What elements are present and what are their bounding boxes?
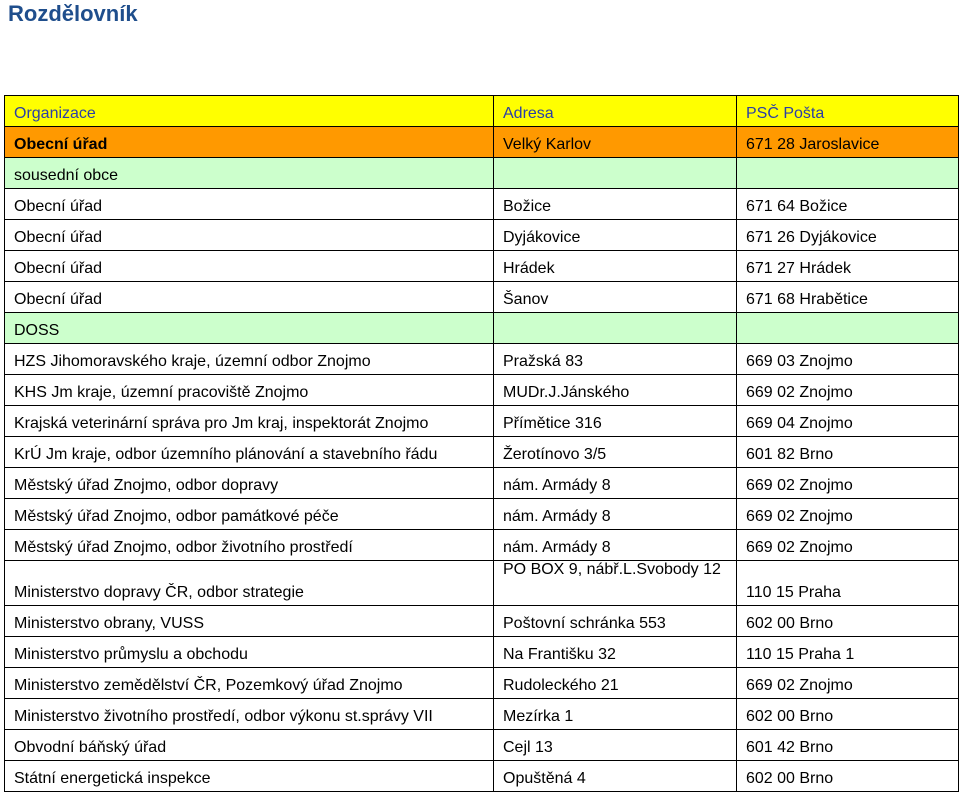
cell-organizace: Obecní úřad [5, 251, 494, 282]
cell-organizace: sousední obce [5, 158, 494, 189]
cell-psc-posta: 671 64 Božice [737, 189, 959, 220]
cell-psc-posta [737, 313, 959, 344]
table-row [5, 344, 959, 375]
cell-organizace: Státní energetická inspekce [5, 761, 494, 792]
table-row [5, 127, 959, 158]
table-row [5, 637, 959, 668]
cell-adresa: Žerotínovo 3/5 [494, 437, 737, 468]
cell-psc-posta [737, 158, 959, 189]
table-group-row [5, 313, 959, 344]
cell-organizace: Městský úřad Znojmo, odbor životního prostředí [5, 530, 494, 561]
cell-adresa: Cejl 13 [494, 730, 737, 761]
cell-adresa: Opuštěná 4 [494, 761, 737, 792]
cell-organizace: Ministerstvo životního prostředí, odbor výkonu st.správy VII [5, 699, 494, 730]
cell-adresa [494, 158, 737, 189]
cell-psc-posta: 669 03 Znojmo [737, 344, 959, 375]
cell-organizace: Obvodní báňský úřad [5, 730, 494, 761]
cell-psc-posta: 110 15 Praha [737, 561, 959, 606]
page-title: Rozdělovník [8, 1, 138, 26]
cell-adresa: MUDr.J.Jánského [494, 375, 737, 406]
cell-psc-posta: 669 02 Znojmo [737, 499, 959, 530]
cell-organizace: Obecní úřad [5, 127, 494, 158]
cell-psc-posta: 669 02 Znojmo [737, 530, 959, 561]
table-row [5, 437, 959, 468]
table-row [5, 220, 959, 251]
cell-organizace: Ministerstvo obrany, VUSS [5, 606, 494, 637]
table-row [5, 499, 959, 530]
table-row [5, 406, 959, 437]
distribution-table-body [5, 96, 959, 792]
cell-adresa: Na Františku 32 [494, 637, 737, 668]
table-row [5, 375, 959, 406]
cell-psc-posta: 601 82 Brno [737, 437, 959, 468]
cell-adresa: nám. Armády 8 [494, 499, 737, 530]
cell-organizace: KHS Jm kraje, územní pracoviště Znojmo [5, 375, 494, 406]
cell-adresa: Velký Karlov [494, 127, 737, 158]
cell-organizace: Obecní úřad [5, 189, 494, 220]
cell-psc-posta: 669 04 Znojmo [737, 406, 959, 437]
cell-organizace: Obecní úřad [5, 220, 494, 251]
table-row [5, 468, 959, 499]
table-row [5, 251, 959, 282]
cell-psc-posta: 671 27 Hrádek [737, 251, 959, 282]
cell-organizace: Městský úřad Znojmo, odbor památkové péče [5, 499, 494, 530]
cell-adresa: Přímětice 316 [494, 406, 737, 437]
cell-adresa: Rudoleckého 21 [494, 668, 737, 699]
table-row [5, 189, 959, 220]
cell-psc-posta: 671 26 Dyjákovice [737, 220, 959, 251]
table-row [5, 761, 959, 792]
cell-organizace: Obecní úřad [5, 282, 494, 313]
table-row [5, 730, 959, 761]
cell-organizace: Ministerstvo zemědělství ČR, Pozemkový úřad Znojmo [5, 668, 494, 699]
cell-adresa: Mezírka 1 [494, 699, 737, 730]
cell-adresa: nám. Armády 8 [494, 530, 737, 561]
cell-psc-posta: 671 28 Jaroslavice [737, 127, 959, 158]
table-header-row [5, 96, 959, 127]
cell-psc-posta: 602 00 Brno [737, 699, 959, 730]
distribution-table [4, 95, 959, 792]
cell-adresa: PO BOX 9, nábř.L.Svobody 12 [494, 561, 737, 606]
cell-adresa: Hrádek [494, 251, 737, 282]
cell-organizace: Městský úřad Znojmo, odbor dopravy [5, 468, 494, 499]
header-adresa: Adresa [494, 96, 737, 127]
cell-psc-posta: 671 68 Hrabětice [737, 282, 959, 313]
cell-adresa: Pražská 83 [494, 344, 737, 375]
table-row [5, 699, 959, 730]
cell-adresa: Dyjákovice [494, 220, 737, 251]
cell-adresa: Poštovní schránka 553 [494, 606, 737, 637]
cell-organizace: Ministerstvo průmyslu a obchodu [5, 637, 494, 668]
table-row [5, 282, 959, 313]
cell-organizace: Ministerstvo dopravy ČR, odbor strategie [5, 561, 494, 606]
cell-psc-posta: 669 02 Znojmo [737, 375, 959, 406]
cell-adresa [494, 313, 737, 344]
cell-psc-posta: 602 00 Brno [737, 761, 959, 792]
cell-psc-posta: 601 42 Brno [737, 730, 959, 761]
cell-organizace: DOSS [5, 313, 494, 344]
header-organizace: Organizace [5, 96, 494, 127]
cell-organizace: Krajská veterinární správa pro Jm kraj, inspektorát Znojmo [5, 406, 494, 437]
cell-psc-posta: 669 02 Znojmo [737, 468, 959, 499]
cell-psc-posta: 602 00 Brno [737, 606, 959, 637]
cell-adresa: Šanov [494, 282, 737, 313]
table-row [5, 606, 959, 637]
header-psc-posta: PSČ Pošta [737, 96, 959, 127]
cell-organizace: KrÚ Jm kraje, odbor územního plánování a stavebního řádu [5, 437, 494, 468]
cell-adresa: Božice [494, 189, 737, 220]
cell-adresa: nám. Armády 8 [494, 468, 737, 499]
cell-organizace: HZS Jihomoravského kraje, územní odbor Znojmo [5, 344, 494, 375]
cell-psc-posta: 669 02 Znojmo [737, 668, 959, 699]
table-row [5, 668, 959, 699]
table-group-row [5, 158, 959, 189]
cell-psc-posta: 110 15 Praha 1 [737, 637, 959, 668]
table-row [5, 561, 959, 606]
table-row [5, 530, 959, 561]
